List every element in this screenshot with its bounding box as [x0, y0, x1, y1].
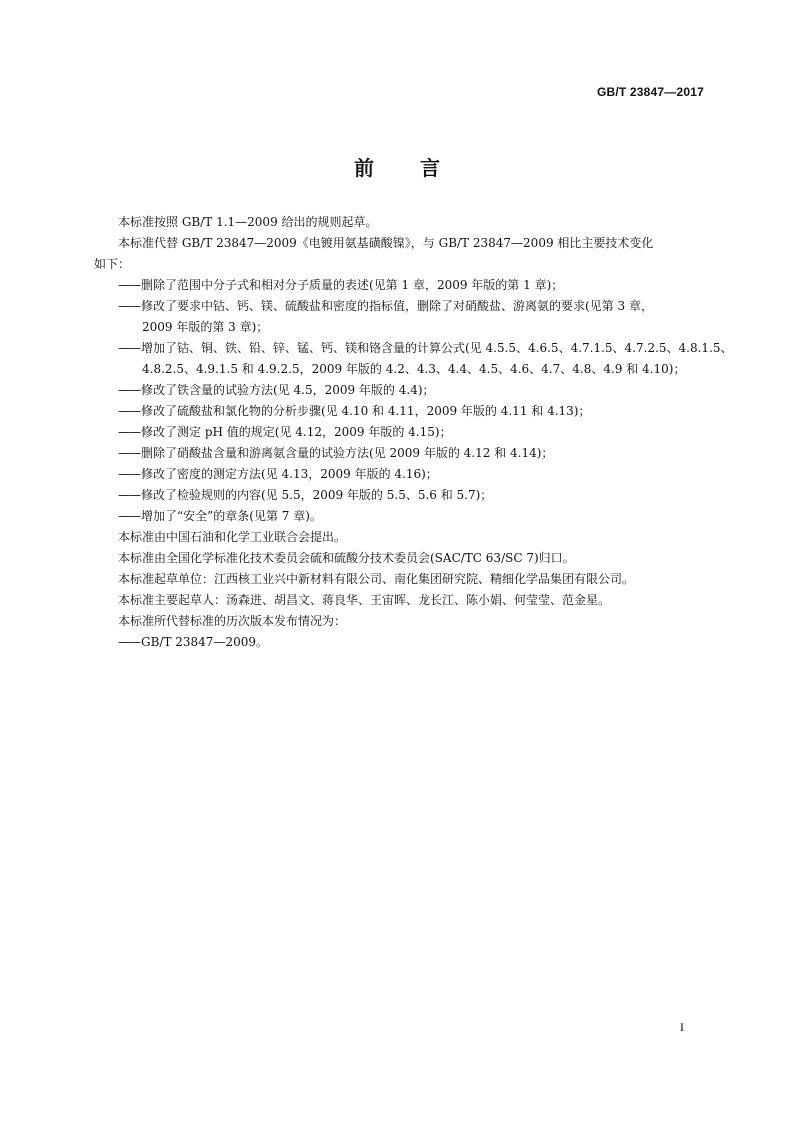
change-item-continued: 4.8.2.5、4.9.1.5 和 4.9.2.5，2009 年版的 4.2、4.3、4.4、4.5、4.6、4.7、4.8、4.9 和 4.10)； [142, 362, 686, 376]
change-item [94, 485, 706, 506]
title-char-2: 言 [420, 156, 440, 180]
change-text: 修改了密度的测定方法(见 4.13，2009 年版的 4.16)； [141, 467, 438, 481]
change-text: 修改了测定 pH 值的规定(见 4.12，2009 年版的 4.15)； [141, 425, 452, 439]
list-dash: —— [118, 383, 140, 397]
proposer-paragraph: 本标准由中国石油和化学工业联合会提出。 [118, 530, 347, 544]
change-text: 删除了硝酸盐含量和游离氨含量的试验方法(见 2009 年版的 4.12 和 4.14)； [141, 446, 554, 460]
list-dash: —— [118, 404, 140, 418]
change-text: 增加了“安全”的章条(见第 7 章)。 [141, 509, 322, 523]
replacement-paragraph-continued: 如下： [94, 257, 131, 271]
drafters-paragraph: 本标准主要起草人：汤森进、胡昌文、蒋良华、王宙晖、龙长江、陈小娟、何莹莹、范金星。 [118, 593, 611, 607]
list-dash: —— [118, 467, 140, 481]
replacement-paragraph: 本标准代替 GB/T 23847—2009《电镀用氨基磺酸镍》，与 GB/T 23847—2009 相比主要技术变化 [118, 236, 654, 250]
foreword-body [94, 212, 733, 653]
change-text: 修改了铁含量的试验方法(见 4.5，2009 年版的 4.4)； [141, 383, 435, 397]
change-item [94, 422, 706, 443]
change-text: 修改了硫酸盐和氯化物的分析步骤(见 4.10 和 4.11，2009 年版的 4.11 和 4.13)； [141, 404, 591, 418]
page-title [0, 152, 794, 181]
change-item [94, 464, 706, 485]
change-item [94, 296, 706, 317]
page-number: I [680, 1020, 684, 1034]
list-dash: —— [118, 488, 140, 502]
drafting-units-paragraph: 本标准起草单位：江西核工业兴中新材料有限公司、南化集团研究院、精细化学品集团有限公司。 [118, 572, 635, 586]
change-text: 修改了要求中钴、钙、镁、硫酸盐和密度的指标值，删除了对硝酸盐、游离氨的要求(见第 3 章， [141, 299, 653, 313]
history-text: GB/T 23847—2009。 [141, 635, 268, 649]
history-item [94, 632, 706, 653]
list-dash: —— [118, 341, 140, 355]
governing-committee-paragraph: 本标准由全国化学标准化技术委员会硫和硫酸分技术委员会(SAC/TC 63/SC 7)归口。 [118, 551, 575, 565]
change-item [94, 401, 706, 422]
change-item-continued: 2009 年版的第 3 章)； [142, 320, 269, 334]
list-dash: —— [118, 299, 140, 313]
change-text: 删除了范围中分子式和相对分子质量的表述(见第 1 章，2009 年版的第 1 章)； [141, 278, 564, 292]
history-paragraph: 本标准所代替标准的历次版本发布情况为： [118, 614, 347, 628]
list-dash: —— [118, 635, 140, 649]
change-item [94, 275, 706, 296]
title-char-1: 前 [354, 156, 374, 180]
change-item [94, 380, 706, 401]
list-dash: —— [118, 509, 140, 523]
change-text: 增加了钴、铜、铁、铅、锌、锰、钙、镁和铬含量的计算公式(见 4.5.5、4.6.5、4.7.1.5、4.7.2.5、4.8.1.5、 [141, 341, 733, 355]
change-item [94, 338, 733, 359]
list-dash: —— [118, 425, 140, 439]
change-item [94, 443, 706, 464]
list-dash: —— [118, 278, 140, 292]
standard-code: GB/T 23847—2017 [596, 85, 704, 99]
list-dash: —— [118, 446, 140, 460]
change-item [94, 506, 706, 527]
drafting-rule-paragraph: 本标准按照 GB/T 1.1—2009 给出的规则起草。 [118, 215, 378, 229]
change-text: 修改了检验规则的内容(见 5.5，2009 年版的 5.5、5.6 和 5.7)； [141, 488, 493, 502]
